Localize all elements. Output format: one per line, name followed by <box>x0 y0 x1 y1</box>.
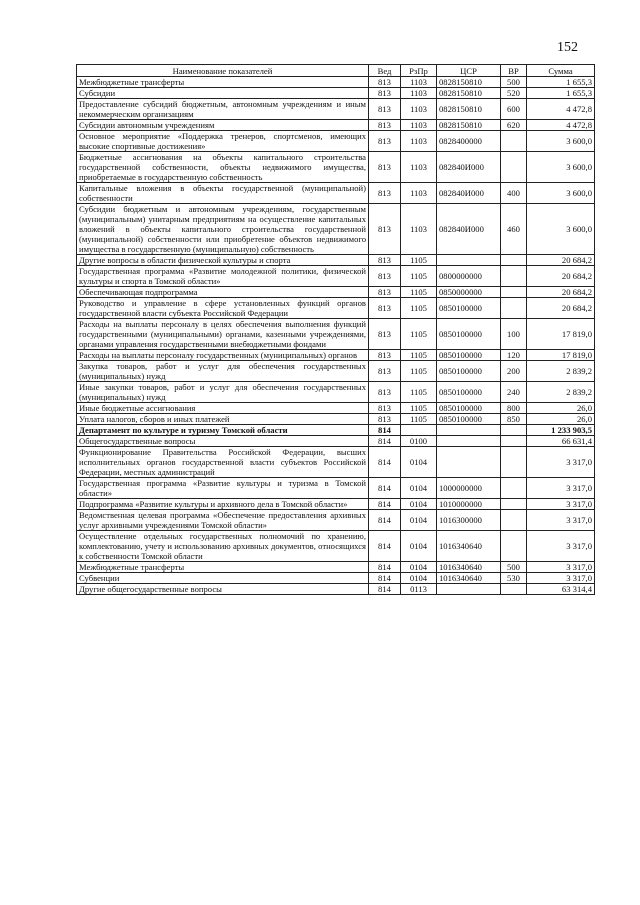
row-csr-cell: 082840И000 <box>437 152 501 183</box>
table-row <box>77 584 595 595</box>
row-csr-cell: 0828400000 <box>437 131 501 152</box>
row-name-cell: Функционирование Правительства Российской Федерации, высших исполнительных органов государственной власти субъектов Российской Федерации, местных администраций <box>77 447 369 478</box>
row-sum-cell: 20 684,2 <box>527 298 595 319</box>
table-row <box>77 287 595 298</box>
row-sum-cell: 3 317,0 <box>527 573 595 584</box>
row-ved-cell: 814 <box>369 584 401 595</box>
row-rzpr-cell: 1105 <box>401 255 437 266</box>
row-name-cell: Расходы на выплаты персоналу государственных (муниципальных) органов <box>77 350 369 361</box>
row-ved-cell: 813 <box>369 266 401 287</box>
row-vr-cell <box>501 152 527 183</box>
row-rzpr-cell: 1103 <box>401 77 437 88</box>
row-name-cell: Предоставление субсидий бюджетным, автономным учреждениям и иным некоммерческим организациям <box>77 99 369 120</box>
row-sum-cell: 17 819,0 <box>527 319 595 350</box>
row-vr-cell <box>501 499 527 510</box>
row-rzpr-cell: 0104 <box>401 499 437 510</box>
row-rzpr-cell: 1105 <box>401 361 437 382</box>
row-vr-cell: 500 <box>501 562 527 573</box>
row-vr-cell <box>501 131 527 152</box>
table-body <box>77 77 595 595</box>
row-vr-cell <box>501 510 527 531</box>
row-ved-cell: 814 <box>369 425 401 436</box>
row-csr-cell: 0850100000 <box>437 319 501 350</box>
row-csr-cell <box>437 447 501 478</box>
row-csr-cell: 1016340640 <box>437 573 501 584</box>
row-sum-cell: 3 600,0 <box>527 131 595 152</box>
row-name-cell: Иные закупки товаров, работ и услуг для обеспечения государственных (муниципальных) нужд <box>77 382 369 403</box>
row-csr-cell: 0850100000 <box>437 382 501 403</box>
table-row <box>77 266 595 287</box>
column-header-csr: ЦСР <box>437 65 501 77</box>
row-ved-cell: 814 <box>369 531 401 562</box>
row-csr-cell <box>437 255 501 266</box>
table-row <box>77 447 595 478</box>
row-ved-cell: 813 <box>369 120 401 131</box>
row-ved-cell: 813 <box>369 152 401 183</box>
row-vr-cell: 460 <box>501 204 527 255</box>
row-ved-cell: 813 <box>369 403 401 414</box>
row-rzpr-cell <box>401 425 437 436</box>
budget-table <box>76 64 595 595</box>
row-rzpr-cell: 1105 <box>401 414 437 425</box>
row-sum-cell: 66 631,4 <box>527 436 595 447</box>
row-rzpr-cell: 1105 <box>401 382 437 403</box>
column-header-rzpr: РзПр <box>401 65 437 77</box>
row-rzpr-cell: 1103 <box>401 204 437 255</box>
row-rzpr-cell: 1105 <box>401 298 437 319</box>
table-row <box>77 298 595 319</box>
row-csr-cell: 1016340640 <box>437 562 501 573</box>
row-rzpr-cell: 1105 <box>401 319 437 350</box>
table-row <box>77 499 595 510</box>
row-ved-cell: 813 <box>369 382 401 403</box>
row-name-cell: Расходы на выплаты персоналу в целях обеспечения выполнения функций государственными (муниципальными) органами, казенными учреждениями, органами управления государственными внебюджетными фондами <box>77 319 369 350</box>
row-csr-cell: 0850100000 <box>437 403 501 414</box>
row-vr-cell: 100 <box>501 319 527 350</box>
row-name-cell: Другие вопросы в области физической культуры и спорта <box>77 255 369 266</box>
row-rzpr-cell: 1105 <box>401 403 437 414</box>
row-csr-cell: 0850100000 <box>437 414 501 425</box>
table-row <box>77 414 595 425</box>
row-vr-cell <box>501 287 527 298</box>
row-ved-cell: 814 <box>369 573 401 584</box>
row-vr-cell: 520 <box>501 88 527 99</box>
table-row <box>77 531 595 562</box>
row-ved-cell: 814 <box>369 478 401 499</box>
row-name-cell: Основное мероприятие «Поддержка тренеров, спортсменов, имеющих высокие спортивные достижения» <box>77 131 369 152</box>
row-name-cell: Субсидии <box>77 88 369 99</box>
row-rzpr-cell: 0113 <box>401 584 437 595</box>
row-csr-cell <box>437 584 501 595</box>
table-row <box>77 120 595 131</box>
row-name-cell: Субсидии бюджетным и автономным учреждениям, государственным (муниципальным) унитарным предприятиям на осуществление капитальных вложений в объекты капитального строительства государственной (муниципальной) собственности или приобретение объектов недвижимого имущества в государственную (муниципальную) собственность <box>77 204 369 255</box>
row-csr-cell: 0828150810 <box>437 77 501 88</box>
row-rzpr-cell: 1105 <box>401 287 437 298</box>
row-csr-cell: 082840И000 <box>437 183 501 204</box>
table-row <box>77 204 595 255</box>
table-row <box>77 478 595 499</box>
row-sum-cell: 4 472,8 <box>527 99 595 120</box>
row-vr-cell: 620 <box>501 120 527 131</box>
row-name-cell: Бюджетные ассигнования на объекты капитального строительства государственной собственности, объекты недвижимого имущества, приобретаемые в государственную собственность <box>77 152 369 183</box>
row-csr-cell: 082840И000 <box>437 204 501 255</box>
row-name-cell: Субсидии автономным учреждениям <box>77 120 369 131</box>
row-vr-cell <box>501 584 527 595</box>
row-name-cell: Межбюджетные трансферты <box>77 77 369 88</box>
row-rzpr-cell: 1105 <box>401 350 437 361</box>
row-ved-cell: 813 <box>369 414 401 425</box>
row-vr-cell <box>501 447 527 478</box>
row-name-cell: Руководство и управление в сфере установленных функций органов государственной власти субъекта Российской Федерации <box>77 298 369 319</box>
row-csr-cell: 1016340640 <box>437 531 501 562</box>
row-csr-cell: 0850100000 <box>437 350 501 361</box>
row-ved-cell: 813 <box>369 99 401 120</box>
row-vr-cell: 400 <box>501 183 527 204</box>
row-name-cell: Осуществление отдельных государственных полномочий по хранению, комплектованию, учету и использованию архивных документов, относящихся к собственности Томской области <box>77 531 369 562</box>
table-row <box>77 436 595 447</box>
row-csr-cell: 0828150810 <box>437 99 501 120</box>
table-row <box>77 403 595 414</box>
row-vr-cell: 530 <box>501 573 527 584</box>
row-ved-cell: 813 <box>369 255 401 266</box>
row-vr-cell <box>501 266 527 287</box>
row-csr-cell: 0850000000 <box>437 287 501 298</box>
row-sum-cell: 63 314,4 <box>527 584 595 595</box>
row-name-cell: Закупка товаров, работ и услуг для обеспечения государственных (муниципальных) нужд <box>77 361 369 382</box>
row-name-cell: Обеспечивающая подпрограмма <box>77 287 369 298</box>
row-sum-cell: 3 317,0 <box>527 510 595 531</box>
row-rzpr-cell: 0104 <box>401 478 437 499</box>
row-vr-cell: 200 <box>501 361 527 382</box>
row-ved-cell: 813 <box>369 77 401 88</box>
row-ved-cell: 814 <box>369 510 401 531</box>
row-ved-cell: 813 <box>369 319 401 350</box>
table-row <box>77 255 595 266</box>
table-row <box>77 77 595 88</box>
row-rzpr-cell: 1103 <box>401 88 437 99</box>
row-csr-cell: 0828150810 <box>437 120 501 131</box>
row-name-cell: Субвенции <box>77 573 369 584</box>
row-csr-cell: 0828150810 <box>437 88 501 99</box>
row-rzpr-cell: 1103 <box>401 183 437 204</box>
table-row <box>77 510 595 531</box>
row-ved-cell: 813 <box>369 88 401 99</box>
column-header-sum: Сумма <box>527 65 595 77</box>
row-vr-cell: 800 <box>501 403 527 414</box>
row-sum-cell: 3 600,0 <box>527 204 595 255</box>
row-ved-cell: 814 <box>369 562 401 573</box>
table-row <box>77 319 595 350</box>
row-vr-cell: 500 <box>501 77 527 88</box>
row-rzpr-cell: 0104 <box>401 447 437 478</box>
row-vr-cell <box>501 478 527 499</box>
row-name-cell: Подпрограмма «Развитие культуры и архивного дела в Томской области» <box>77 499 369 510</box>
table-row <box>77 562 595 573</box>
row-name-cell: Государственная программа «Развитие молодежной политики, физической культуры и спорта в Томской области» <box>77 266 369 287</box>
row-name-cell: Другие общегосударственные вопросы <box>77 584 369 595</box>
row-rzpr-cell: 0104 <box>401 573 437 584</box>
row-name-cell: Государственная программа «Развитие культуры и туризма в Томской области» <box>77 478 369 499</box>
row-rzpr-cell: 0104 <box>401 510 437 531</box>
row-sum-cell: 20 684,2 <box>527 266 595 287</box>
row-vr-cell: 120 <box>501 350 527 361</box>
table-header-row <box>77 65 595 77</box>
row-csr-cell: 1010000000 <box>437 499 501 510</box>
row-name-cell: Межбюджетные трансферты <box>77 562 369 573</box>
row-sum-cell: 3 317,0 <box>527 562 595 573</box>
row-sum-cell: 26,0 <box>527 403 595 414</box>
row-rzpr-cell: 1103 <box>401 131 437 152</box>
row-ved-cell: 814 <box>369 499 401 510</box>
row-sum-cell: 4 472,8 <box>527 120 595 131</box>
row-csr-cell: 0850100000 <box>437 298 501 319</box>
row-sum-cell: 3 600,0 <box>527 183 595 204</box>
row-ved-cell: 814 <box>369 436 401 447</box>
row-vr-cell <box>501 255 527 266</box>
row-rzpr-cell: 1103 <box>401 99 437 120</box>
row-name-cell: Иные бюджетные ассигнования <box>77 403 369 414</box>
row-ved-cell: 813 <box>369 204 401 255</box>
row-sum-cell: 17 819,0 <box>527 350 595 361</box>
row-sum-cell: 20 684,2 <box>527 255 595 266</box>
row-name-cell: Департамент по культуре и туризму Томской области <box>77 425 369 436</box>
row-rzpr-cell: 0100 <box>401 436 437 447</box>
row-sum-cell: 3 317,0 <box>527 531 595 562</box>
row-sum-cell: 1 655,3 <box>527 77 595 88</box>
row-rzpr-cell: 0104 <box>401 562 437 573</box>
column-header-ved: Вед <box>369 65 401 77</box>
row-name-cell: Общегосударственные вопросы <box>77 436 369 447</box>
row-rzpr-cell: 1105 <box>401 266 437 287</box>
column-header-vr: ВР <box>501 65 527 77</box>
row-sum-cell: 2 839,2 <box>527 382 595 403</box>
row-csr-cell: 0800000000 <box>437 266 501 287</box>
row-ved-cell: 813 <box>369 287 401 298</box>
row-csr-cell: 1016300000 <box>437 510 501 531</box>
row-rzpr-cell: 0104 <box>401 531 437 562</box>
row-ved-cell: 813 <box>369 131 401 152</box>
row-vr-cell: 600 <box>501 99 527 120</box>
row-sum-cell: 3 600,0 <box>527 152 595 183</box>
column-header-name: Наименование показателей <box>77 65 369 77</box>
row-sum-cell: 20 684,2 <box>527 287 595 298</box>
row-csr-cell: 0850100000 <box>437 361 501 382</box>
row-rzpr-cell: 1103 <box>401 120 437 131</box>
row-vr-cell <box>501 531 527 562</box>
row-name-cell: Капитальные вложения в объекты государственной (муниципальной) собственности <box>77 183 369 204</box>
row-vr-cell <box>501 298 527 319</box>
row-sum-cell: 1 233 903,5 <box>527 425 595 436</box>
row-sum-cell: 26,0 <box>527 414 595 425</box>
row-ved-cell: 814 <box>369 447 401 478</box>
row-vr-cell: 850 <box>501 414 527 425</box>
table-row <box>77 350 595 361</box>
table-row <box>77 573 595 584</box>
row-vr-cell <box>501 436 527 447</box>
table-row <box>77 152 595 183</box>
row-csr-cell <box>437 425 501 436</box>
row-rzpr-cell: 1103 <box>401 152 437 183</box>
table-row <box>77 99 595 120</box>
row-sum-cell: 3 317,0 <box>527 447 595 478</box>
row-vr-cell: 240 <box>501 382 527 403</box>
row-name-cell: Уплата налогов, сборов и иных платежей <box>77 414 369 425</box>
table-row <box>77 361 595 382</box>
row-sum-cell: 1 655,3 <box>527 88 595 99</box>
row-vr-cell <box>501 425 527 436</box>
page-number: 152 <box>557 40 578 55</box>
row-sum-cell: 3 317,0 <box>527 499 595 510</box>
table-row <box>77 131 595 152</box>
table-row <box>77 183 595 204</box>
row-csr-cell: 1000000000 <box>437 478 501 499</box>
table-row <box>77 382 595 403</box>
table-row <box>77 425 595 436</box>
row-sum-cell: 3 317,0 <box>527 478 595 499</box>
row-ved-cell: 813 <box>369 361 401 382</box>
row-sum-cell: 2 839,2 <box>527 361 595 382</box>
row-ved-cell: 813 <box>369 298 401 319</box>
row-name-cell: Ведомственная целевая программа «Обеспечение предоставления архивных услуг архивными учреждениями Томской области» <box>77 510 369 531</box>
row-ved-cell: 813 <box>369 350 401 361</box>
row-csr-cell <box>437 436 501 447</box>
row-ved-cell: 813 <box>369 183 401 204</box>
table-row <box>77 88 595 99</box>
